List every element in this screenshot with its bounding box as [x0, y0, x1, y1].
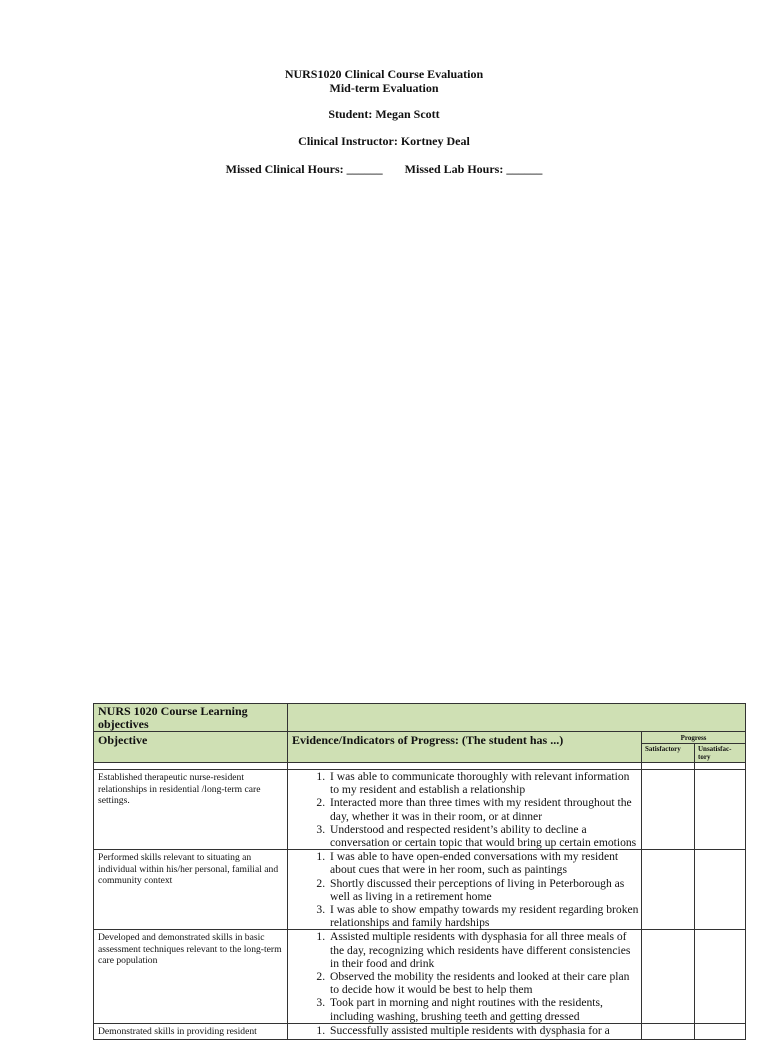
evidence-list — [288, 930, 641, 1022]
evidence-cell — [288, 850, 642, 930]
satisfactory-cell[interactable] — [642, 1023, 695, 1040]
evidence-list — [288, 850, 641, 929]
evidence-list — [288, 770, 641, 849]
evidence-item: 1. Assisted multiple residents with dysphasia for all three meals of the day, recognizing which residents have different consistencies in their food and drink — [328, 930, 641, 970]
evidence-list — [288, 1024, 641, 1037]
table-row — [94, 930, 746, 1023]
objective-cell: Demonstrated skills in providing resident — [94, 1023, 288, 1040]
table-row — [94, 850, 746, 930]
header-blank-cell — [288, 704, 746, 732]
satisfactory-cell[interactable] — [642, 930, 695, 1023]
evidence-item: 2. Observed the mobility the residents and looked at their care plan to decide how it would be best to help them — [328, 970, 641, 996]
document-title: NURS1020 Clinical Course Evaluation — [284, 67, 484, 81]
evidence-item: 3. Understood and respected resident’s ability to decline a conversation or certain topic that would bring up certain emotions — [328, 823, 641, 849]
evidence-header: Evidence/Indicators of Progress: (The student has ...) — [288, 732, 642, 763]
missed-hours-line — [0, 162, 768, 177]
evaluation-table — [93, 703, 746, 1040]
objective-cell: Developed and demonstrated skills in basic assessment techniques relevant to the long-term care population — [94, 930, 288, 1023]
table-row — [94, 1023, 746, 1040]
missed-clinical-hours: Missed Clinical Hours: ______ — [225, 162, 383, 176]
unsatisfactory-cell[interactable] — [695, 1023, 746, 1040]
unsatisfactory-cell[interactable] — [695, 770, 746, 850]
evidence-cell — [288, 1023, 642, 1040]
objective-header: Objective — [94, 732, 288, 763]
progress-header: Progress — [642, 732, 746, 744]
evidence-item: 1. I was able to communicate thoroughly with relevant information to my resident and establish a relationship — [328, 770, 641, 796]
evidence-item: 3. I was able to show empathy towards my resident regarding broken relationships and family hardships — [328, 903, 641, 929]
satisfactory-cell[interactable] — [642, 850, 695, 930]
satisfactory-cell[interactable] — [642, 770, 695, 850]
evidence-cell — [288, 930, 642, 1023]
document-subtitle: Mid-term Evaluation — [329, 80, 439, 95]
evidence-item: 2. Shortly discussed their perceptions of living in Peterborough as well as living in a retirement home — [328, 877, 641, 903]
evidence-item: 1. I was able to have open-ended conversations with my resident about cues that were in her room, such as paintings — [328, 850, 641, 876]
table-header-row-2 — [94, 732, 746, 744]
objective-cell: Established therapeutic nurse-resident relationships in residential /long-term care settings. — [94, 770, 288, 850]
table-spacer-row — [94, 763, 746, 770]
evidence-item: 2. Interacted more than three times with my resident throughout the day, whether it was in their room, or at dinner — [328, 796, 641, 822]
evaluation-header — [0, 68, 768, 148]
clinical-instructor: Clinical Instructor: Kortney Deal — [298, 133, 470, 148]
table-header-row-1 — [94, 704, 746, 732]
evidence-item: 3. Took part in morning and night routines with the residents, including washing, brushing teeth and getting dressed — [328, 996, 641, 1022]
evidence-cell — [288, 770, 642, 850]
unsatisfactory-header: Unsatisfac-tory — [695, 744, 746, 763]
evidence-item: 1. Successfully assisted multiple residents with dysphasia for a — [328, 1024, 641, 1037]
student-name: Student: Megan Scott — [328, 107, 440, 121]
objective-cell: Performed skills relevant to situating an individual within his/her personal, familial and community context — [94, 850, 288, 930]
missed-lab-hours: Missed Lab Hours: ______ — [404, 162, 543, 176]
satisfactory-header: Satisfactory — [642, 744, 695, 763]
table-row — [94, 770, 746, 850]
unsatisfactory-cell[interactable] — [695, 930, 746, 1023]
unsatisfactory-cell[interactable] — [695, 850, 746, 930]
course-objectives-header: NURS 1020 Course Learning objectives — [94, 704, 288, 732]
